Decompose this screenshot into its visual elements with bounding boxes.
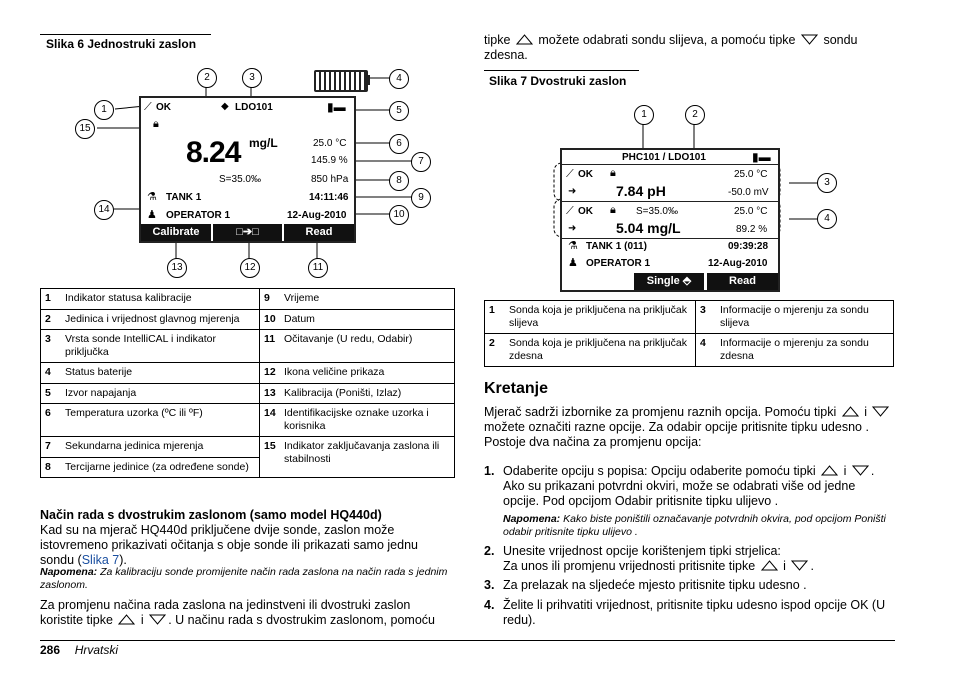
page-number: 286 (40, 643, 61, 657)
ok-right: OK (578, 206, 593, 217)
single-screen (139, 96, 356, 243)
down-arrow-key-icon (801, 34, 818, 45)
ok-left: OK (578, 169, 593, 180)
down-arrow-key-icon (872, 406, 889, 417)
sensor-name: LDO101 (235, 102, 273, 113)
legend-num: 1 (41, 289, 62, 310)
para2-continue: . U načinu rada s dvostrukim zaslonom, pomoću (168, 613, 435, 627)
legend-text: Sekundarna jedinica mjerenja (61, 437, 260, 458)
intro-and: i (864, 405, 867, 419)
down-arrow-key-icon (149, 614, 166, 625)
callout-15: 15 (75, 119, 95, 139)
section-heading-kretanje: Kretanje (484, 380, 549, 397)
top-text-a: tipke (484, 33, 511, 47)
step-number: 2. (484, 544, 495, 558)
right-top-paragraph (484, 33, 894, 63)
footer-rule (40, 640, 895, 641)
step2-end: . (810, 559, 814, 573)
mv-left: -50.0 mV (728, 187, 769, 198)
step-number: 4. (484, 598, 495, 612)
callout-3: 3 (242, 68, 262, 88)
softkey-calibrate[interactable]: Calibrate (141, 224, 211, 241)
figure6-top-rule (40, 34, 211, 35)
legend-num: 6 (41, 404, 62, 437)
callout-5: 5 (389, 101, 409, 121)
softkey-read[interactable]: Read (284, 224, 354, 241)
callout-3: 3 (817, 173, 837, 193)
legend-num: 7 (41, 437, 62, 458)
top-text-c: sondu (823, 33, 858, 47)
legend-num: 13 (260, 383, 281, 404)
legend-row (41, 404, 455, 437)
step-1 (484, 464, 894, 509)
para2-and: i (140, 613, 144, 627)
footer-language: Hrvatski (74, 643, 119, 657)
temp-right: 25.0 °C (734, 206, 768, 217)
legend-text: Sonda koja je priključena na priključak zdesna (505, 334, 696, 367)
figure7-link[interactable]: Slika 7 (81, 553, 120, 567)
screen-ok: OK (156, 102, 171, 113)
callout-4: 4 (389, 69, 409, 89)
callout-4: 4 (817, 209, 837, 229)
step-body: Želite li prihvatiti vrijednost, pritisnite tipku udesno ispod opcije OK (U redu). (503, 598, 886, 627)
para1-text: Kad su na mjerač HQ440d priključene dvije sonde, zaslon može istovremeno prikazivati očitanja s obje sonde ili prikazati samo jednu sondu ( (40, 523, 418, 567)
operator-icon: ♟ (568, 257, 578, 269)
battery-icon (314, 70, 368, 92)
callout-11: 11 (308, 258, 328, 278)
value-left: 7.84 pH (616, 183, 666, 199)
operator-id: OPERATOR 1 (586, 258, 651, 269)
legend-num: 5 (41, 383, 62, 404)
legend-text: Temperatura uzorka (ºC ili ºF) (61, 404, 260, 437)
legend-text: Očitavanje (U redu, Odabir) (280, 330, 455, 363)
up-arrow-key-icon (516, 34, 533, 45)
step-3 (484, 578, 894, 593)
pressure: 850 hPa (311, 174, 349, 185)
legend-num: 4 (696, 334, 717, 367)
step2-text-a: Unesite vrijednost opcije korištenjem tipki strjelica: (503, 544, 781, 558)
probe-divider (562, 201, 778, 202)
step-1-note (503, 513, 894, 539)
legend-text: Sonda koja je priključena na priključak slijeva (505, 301, 696, 334)
legend-text: Vrijeme (280, 289, 455, 310)
battery-tip (366, 75, 370, 85)
step-2 (484, 544, 894, 574)
softkey-single[interactable]: Single ⬘ (634, 273, 704, 290)
legend-text: Izvor napajanja (61, 383, 260, 404)
power-source-icon: ▮▬ (752, 150, 771, 164)
header-divider (562, 164, 778, 165)
step2-and: i (783, 559, 786, 573)
step1-text-b: . Ako su prikazani potvrdni okviri, može se odabrati više od jedne opcije. Pod opcijom Odabir pritisnite tipku ulijevo . (503, 464, 875, 508)
step-number: 3. (484, 578, 495, 592)
temp-left: 25.0 °C (734, 169, 768, 180)
dual-header: PHC101 / LDO101 (622, 152, 706, 163)
calibration-status-icon: ⟋ (144, 101, 152, 113)
salinity-right: S=35.0‰ (636, 206, 678, 217)
legend-text: Vrsta sonde IntelliCAL i indikator priključka (61, 330, 260, 363)
para2-text: Za promjenu načina rada zaslona na jedinstveni ili dvostruki zaslon koristite tipke (40, 598, 411, 627)
temperature: 25.0 °C (313, 138, 347, 149)
legend-text: Status baterije (61, 363, 260, 384)
note-text: Za kalibraciju sonde promijenite način rada zaslona na način rada s jednim zaslonom. (40, 566, 448, 591)
figure6 (40, 56, 455, 286)
arrow-right-icon: ➜ (568, 223, 577, 234)
operator-icon: ♟ (147, 209, 157, 221)
display-mode-paragraph (40, 598, 450, 628)
legend-num: 14 (260, 404, 281, 437)
figure6-legend (40, 288, 455, 478)
figure7-legend (484, 300, 894, 367)
legend-row (485, 301, 894, 334)
legend-row (485, 334, 894, 367)
top-text-b: možete odabrati sondu slijeva, a pomoću tipke (538, 33, 796, 47)
legend-text: Indikator zaključavanja zaslona ili stabilnosti (280, 437, 455, 478)
legend-num: 8 (41, 457, 62, 478)
legend-text: Identifikacijske oznake uzorka i korisnika (280, 404, 455, 437)
page-footer (40, 643, 118, 657)
step-body (503, 464, 894, 509)
main-value: 8.24 (186, 136, 241, 169)
top-text-d: zdesna. (484, 48, 528, 62)
legend-row (41, 363, 455, 384)
step1-and: i (843, 464, 847, 478)
step-4 (484, 598, 894, 628)
up-arrow-key-icon (118, 614, 135, 625)
arrow-left-icon: ➜ (568, 186, 577, 197)
softkey-read[interactable]: Read (707, 273, 778, 290)
legend-num: 4 (41, 363, 62, 384)
flask-icon: ⚗ (568, 240, 578, 252)
legend-num: 9 (260, 289, 281, 310)
calibration-status-icon: ⟋ (566, 205, 574, 217)
date: 12-Aug-2010 (287, 210, 347, 221)
up-arrow-key-icon (761, 560, 778, 571)
down-arrow-key-icon (852, 465, 869, 476)
date: 12-Aug-2010 (708, 258, 768, 269)
salinity: S=35.0‰ (219, 174, 261, 185)
callout-12: 12 (240, 258, 260, 278)
legend-text: Indikator statusa kalibracije (61, 289, 260, 310)
legend-num: 3 (696, 301, 717, 334)
step-body (503, 544, 894, 574)
note-label: Napomena: (503, 513, 561, 525)
callout-13: 13 (167, 258, 187, 278)
legend-row (41, 309, 455, 330)
callout-2: 2 (197, 68, 217, 88)
legend-row (41, 383, 455, 404)
legend-row (41, 330, 455, 363)
legend-row (41, 437, 455, 458)
intro-text-b: možete označiti razne opcije. Za odabir opcije pritisnite tipku udesno . Postoje dva načina za promjenu opcija: (484, 420, 869, 449)
lock-icon: 🔒︎ (610, 167, 616, 179)
callout-1: 1 (94, 100, 114, 120)
legend-text: Kalibracija (Poništi, Izlaz) (280, 383, 455, 404)
legend-text: Jedinica i vrijednost glavnog mjerenja (61, 309, 260, 330)
legend-text: Datum (280, 309, 455, 330)
down-arrow-key-icon (791, 560, 808, 571)
up-arrow-key-icon (821, 465, 838, 476)
legend-text: Informacije o mjerenju za sondu slijeva (716, 301, 894, 334)
dual-screen (560, 148, 780, 292)
percent: 145.9 % (311, 155, 348, 166)
note-label: Napomena: (40, 566, 98, 578)
pct-right: 89.2 % (736, 224, 768, 235)
time: 14:11:46 (309, 192, 349, 203)
power-source-icon: ▮▬ (327, 100, 346, 114)
callout-1: 1 (634, 105, 654, 125)
legend-num: 2 (485, 334, 506, 367)
time: 09:39:28 (728, 241, 769, 252)
legend-num: 15 (260, 437, 281, 478)
step-number: 1. (484, 464, 495, 478)
note-text: Kako biste poništili označavanje potvrdnih okvira, pod opcijom Poništi odabir pritisnite tipku ulijevo . (503, 513, 886, 538)
lock-icon: 🔒︎ (610, 204, 616, 216)
legend-num: 11 (260, 330, 281, 363)
legend-row (41, 289, 455, 310)
figure7-top-rule (484, 70, 639, 71)
lock-icon: 🔒︎ (153, 118, 159, 130)
legend-text: Tercijarne jedinice (za određene sonde) (61, 457, 260, 478)
dual-screen-heading: Način rada s dvostrukim zaslonom (samo model HQ440d) (40, 508, 382, 522)
callout-9: 9 (411, 188, 431, 208)
main-unit: mg/L (249, 136, 278, 150)
para1-end: ). (119, 553, 127, 567)
operator-id: OPERATOR 1 (166, 210, 231, 221)
callout-7: 7 (411, 152, 431, 172)
flask-icon: ⚗ (147, 191, 157, 203)
calibration-status-icon: ⟋ (566, 168, 574, 180)
arrow-left-icon: ◆ (221, 101, 229, 112)
callout-14: 14 (94, 200, 114, 220)
intro-text-a: Mjerač sadrži izbornike za promjenu raznih opcija. Pomoću tipki (484, 405, 837, 419)
softkey-display-size[interactable]: □➔□ (213, 224, 282, 241)
callout-8: 8 (389, 171, 409, 191)
step2-text-b: Za unos ili promjenu vrijednosti pritisnite tipke (503, 559, 756, 573)
note-calibration (40, 566, 455, 592)
callout-6: 6 (389, 134, 409, 154)
sample-id: TANK 1 (011) (586, 241, 647, 252)
dual-screen-paragraph (40, 523, 445, 568)
legend-num: 2 (41, 309, 62, 330)
value-right: 5.04 mg/L (616, 220, 681, 236)
legend-num: 12 (260, 363, 281, 384)
legend-num: 10 (260, 309, 281, 330)
up-arrow-key-icon (842, 406, 859, 417)
legend-num: 3 (41, 330, 62, 363)
figure6-caption: Slika 6 Jednostruki zaslon (46, 37, 197, 51)
legend-text: Informacije o mjerenju za sondu zdesna (716, 334, 894, 367)
sample-id: TANK 1 (166, 192, 202, 203)
navigation-intro (484, 405, 894, 450)
legend-text: Ikona veličine prikaza (280, 363, 455, 384)
callout-2: 2 (685, 105, 705, 125)
info-divider (562, 238, 778, 239)
callout-10: 10 (389, 205, 409, 225)
step-body: Za prelazak na sljedeće mjesto pritisnite tipku udesno . (503, 578, 807, 592)
figure7-caption: Slika 7 Dvostruki zaslon (489, 74, 627, 88)
step1-text-a: Odaberite opciju s popisa: Opciju odaberite pomoću tipki (503, 464, 816, 478)
figure7 (484, 100, 894, 295)
legend-num: 1 (485, 301, 506, 334)
